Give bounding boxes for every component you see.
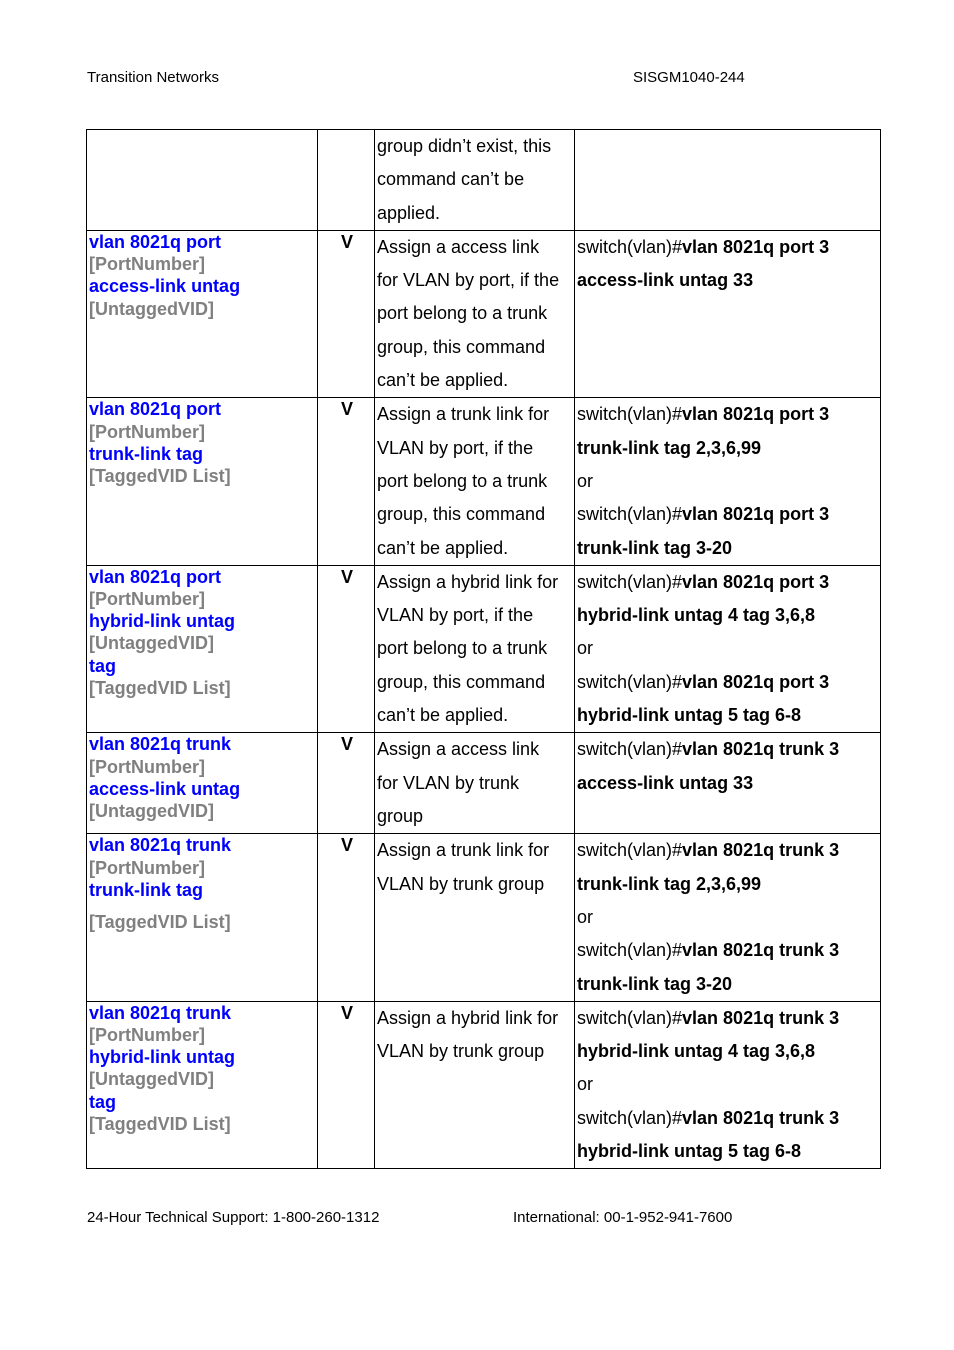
command-parameter: [PortNumber] <box>89 421 205 442</box>
example-cell <box>575 733 881 834</box>
table-row <box>87 834 881 1001</box>
table-row <box>87 130 881 231</box>
example-command: vlan 8021q port 3 <box>682 504 830 525</box>
table-row <box>87 398 881 565</box>
example-command: trunk-link tag 2,3,6,99 <box>577 437 762 458</box>
example-line <box>577 868 880 901</box>
privilege-mark-cell <box>318 130 375 231</box>
example-line <box>577 566 880 599</box>
command-parameter: [PortNumber] <box>89 589 205 610</box>
example-prompt: switch(vlan)# <box>577 236 683 257</box>
description-line: can’t be applied. <box>377 370 509 391</box>
command-keyword: vlan 8021q port <box>89 231 222 252</box>
example-command: trunk-link tag 3-20 <box>577 973 733 994</box>
description-line: Assign a trunk link for <box>377 404 550 425</box>
command-parameter: [PortNumber] <box>89 756 205 777</box>
header-company: Transition Networks <box>87 69 219 86</box>
example-line <box>577 264 880 297</box>
example-command: vlan 8021q trunk 3 <box>682 840 840 861</box>
example-command: vlan 8021q trunk 3 <box>682 739 840 760</box>
example-command: access-link untag 33 <box>577 772 754 793</box>
privilege-mark-cell: V <box>318 230 375 397</box>
description-line: can’t be applied. <box>377 537 509 558</box>
command-keyword: vlan 8021q trunk <box>89 835 232 856</box>
example-cell <box>575 230 881 397</box>
example-line <box>577 968 880 1001</box>
example-cell <box>575 398 881 565</box>
command-keyword: trunk-link tag <box>89 879 204 900</box>
command-keyword: hybrid-link untag <box>89 1047 235 1068</box>
example-cell <box>575 130 881 231</box>
description-line: Assign a trunk link for <box>377 840 550 861</box>
privilege-mark-cell: V <box>318 1001 375 1168</box>
example-cell <box>575 1001 881 1168</box>
example-line <box>577 901 880 934</box>
description-line: can’t be applied. <box>377 705 509 726</box>
description-cell <box>375 565 575 732</box>
example-cell <box>575 565 881 732</box>
example-command: vlan 8021q port 3 <box>682 404 830 425</box>
description-line: Assign a access link <box>377 739 540 760</box>
example-line <box>577 767 880 800</box>
command-keyword: vlan 8021q trunk <box>89 1002 232 1023</box>
command-parameter: [UntaggedVID] <box>89 633 214 654</box>
command-syntax-cell <box>87 733 318 834</box>
command-parameter: [UntaggedVID] <box>89 800 214 821</box>
description-line: port belong to a trunk <box>377 470 548 491</box>
command-table <box>86 129 881 1169</box>
command-syntax-cell <box>87 130 318 231</box>
command-keyword: access-link untag <box>89 778 241 799</box>
example-prompt: switch(vlan)# <box>577 840 683 861</box>
command-parameter: [TaggedVID List] <box>89 465 231 486</box>
description-line: group, this command <box>377 504 546 525</box>
description-cell <box>375 398 575 565</box>
description-cell <box>375 130 575 231</box>
command-parameter: [PortNumber] <box>89 254 205 275</box>
description-line: VLAN by trunk group <box>377 873 545 894</box>
example-prompt: or <box>577 1074 594 1095</box>
description-line: group didn’t exist, this <box>377 136 552 156</box>
command-parameter: [PortNumber] <box>89 1025 205 1046</box>
description-line: port belong to a trunk <box>377 638 548 659</box>
description-line: group <box>377 805 424 826</box>
example-line <box>577 632 880 665</box>
example-line <box>577 498 880 531</box>
example-prompt: switch(vlan)# <box>577 739 683 760</box>
description-cell <box>375 1001 575 1168</box>
example-line <box>577 1102 880 1135</box>
example-command: vlan 8021q port 3 <box>682 571 830 592</box>
table-row <box>87 1001 881 1168</box>
example-command: vlan 8021q trunk 3 <box>682 1107 840 1128</box>
command-keyword: access-link untag <box>89 276 241 297</box>
command-parameter: [TaggedVID List] <box>89 911 231 932</box>
command-keyword: vlan 8021q trunk <box>89 734 232 755</box>
command-parameter: [TaggedVID List] <box>89 677 231 698</box>
command-parameter: [UntaggedVID] <box>89 298 214 319</box>
command-keyword: tag <box>89 1091 116 1112</box>
command-keyword: trunk-link tag <box>89 443 204 464</box>
footer-international: International: 00-1-952-941-7600 <box>513 1209 733 1226</box>
description-line: Assign a hybrid link for <box>377 1007 559 1028</box>
description-line: group, this command <box>377 671 546 692</box>
example-prompt: switch(vlan)# <box>577 404 683 425</box>
command-syntax-cell <box>87 230 318 397</box>
command-keyword: vlan 8021q port <box>89 399 222 420</box>
example-prompt: or <box>577 470 594 491</box>
example-line <box>577 231 880 264</box>
privilege-mark-cell: V <box>318 398 375 565</box>
example-command: hybrid-link untag 5 tag 6-8 <box>577 1141 802 1162</box>
example-line <box>577 1135 880 1168</box>
example-prompt: switch(vlan)# <box>577 1007 683 1028</box>
header-doc-id: SISGM1040-244 <box>633 69 745 86</box>
description-line: applied. <box>377 202 441 223</box>
example-line <box>577 1035 880 1068</box>
command-parameter: [TaggedVID List] <box>89 1113 231 1134</box>
command-parameter: [PortNumber] <box>89 857 205 878</box>
description-line: VLAN by port, if the <box>377 605 534 626</box>
example-line <box>577 465 880 498</box>
example-line <box>577 834 880 867</box>
table-row <box>87 230 881 397</box>
command-syntax-cell <box>87 1001 318 1168</box>
privilege-mark-cell: V <box>318 733 375 834</box>
example-prompt: or <box>577 906 594 927</box>
example-command: vlan 8021q trunk 3 <box>682 1007 840 1028</box>
privilege-mark-cell: V <box>318 834 375 1001</box>
example-command: trunk-link tag 2,3,6,99 <box>577 873 762 894</box>
example-command: access-link untag 33 <box>577 270 754 291</box>
command-keyword: hybrid-link untag <box>89 611 235 632</box>
example-prompt: switch(vlan)# <box>577 1107 683 1128</box>
example-line <box>577 733 880 766</box>
example-line <box>577 666 880 699</box>
description-line: command can’t be <box>377 169 525 190</box>
example-line <box>577 1068 880 1101</box>
example-command: hybrid-link untag 4 tag 3,6,8 <box>577 1041 816 1062</box>
example-line <box>577 398 880 431</box>
description-line: group, this command <box>377 336 546 357</box>
example-prompt: switch(vlan)# <box>577 504 683 525</box>
example-command: vlan 8021q port 3 <box>682 671 830 692</box>
footer-support: 24-Hour Technical Support: 1-800-260-1312 <box>87 1209 380 1226</box>
description-line: for VLAN by trunk <box>377 772 520 793</box>
command-keyword: tag <box>89 655 116 676</box>
example-line <box>577 599 880 632</box>
description-cell <box>375 733 575 834</box>
description-line: VLAN by trunk group <box>377 1041 545 1062</box>
description-line: VLAN by port, if the <box>377 437 534 458</box>
example-command: vlan 8021q trunk 3 <box>682 940 840 961</box>
example-command: vlan 8021q port 3 <box>682 236 830 257</box>
example-command: hybrid-link untag 4 tag 3,6,8 <box>577 605 816 626</box>
example-line <box>577 934 880 967</box>
description-cell <box>375 230 575 397</box>
description-line: Assign a access link <box>377 236 540 257</box>
command-syntax-cell <box>87 834 318 1001</box>
example-line <box>577 532 880 565</box>
table-row <box>87 565 881 732</box>
example-prompt: switch(vlan)# <box>577 571 683 592</box>
command-keyword: vlan 8021q port <box>89 566 222 587</box>
example-line <box>577 432 880 465</box>
description-cell <box>375 834 575 1001</box>
command-parameter: [UntaggedVID] <box>89 1069 214 1090</box>
example-line <box>577 699 880 732</box>
command-syntax-cell <box>87 565 318 732</box>
example-prompt: or <box>577 638 594 659</box>
description-line: Assign a hybrid link for <box>377 571 559 592</box>
description-line: for VLAN by port, if the <box>377 270 560 291</box>
command-syntax-cell <box>87 398 318 565</box>
description-line: port belong to a trunk <box>377 303 548 324</box>
example-prompt: switch(vlan)# <box>577 671 683 692</box>
example-line <box>577 1002 880 1035</box>
example-command: trunk-link tag 3-20 <box>577 537 733 558</box>
example-command: hybrid-link untag 5 tag 6-8 <box>577 705 802 726</box>
example-cell <box>575 834 881 1001</box>
example-prompt: switch(vlan)# <box>577 940 683 961</box>
table-row <box>87 733 881 834</box>
privilege-mark-cell: V <box>318 565 375 732</box>
